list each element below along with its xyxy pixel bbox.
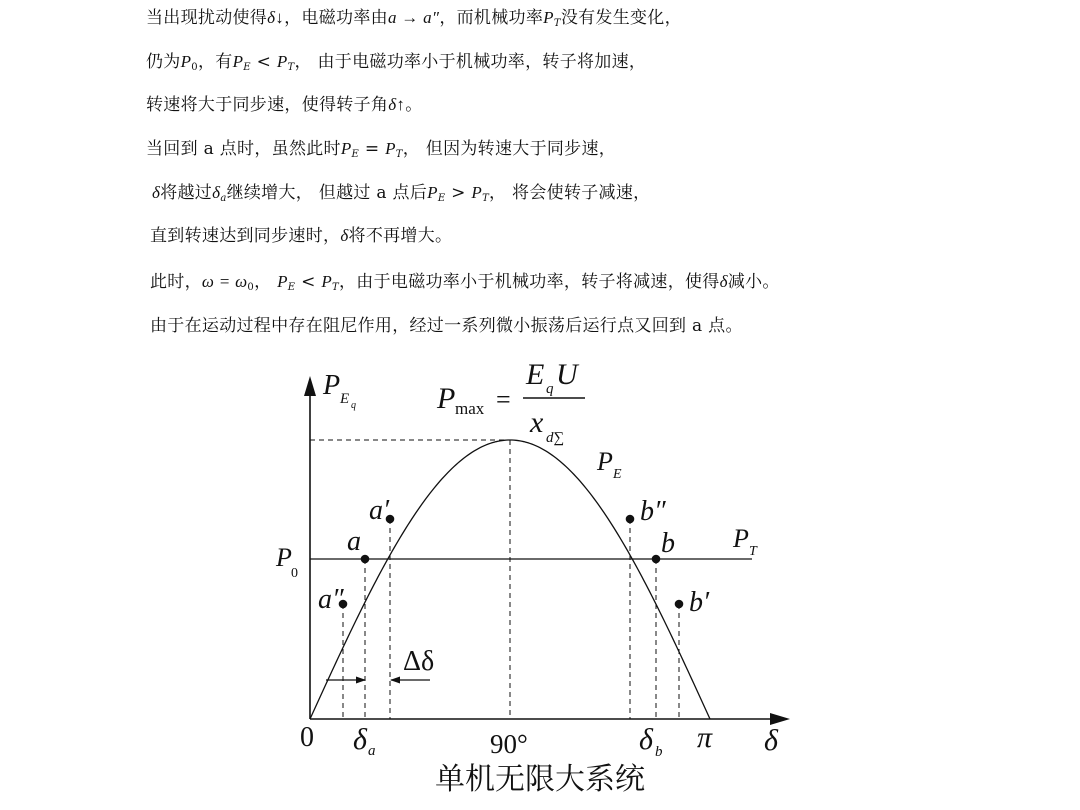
x-tick-delta-b: δ (639, 723, 653, 756)
t7g: < (295, 272, 322, 292)
t5c: δ (212, 183, 221, 202)
t6b: δ (340, 226, 349, 245)
t6a: 直到转速达到同步速时， (150, 226, 341, 246)
t1d: a → a″ (387, 8, 440, 27)
diagram-caption: 单机无限大系统 (435, 762, 645, 797)
t5g: E (437, 193, 446, 204)
t5h: > (445, 183, 472, 203)
point-a (361, 555, 370, 564)
t7i: T (332, 282, 339, 293)
t7c: 0 (247, 282, 255, 293)
t4f: T (395, 149, 403, 160)
t5b: 将越过 (160, 183, 213, 203)
t7b: ω = ω (201, 272, 248, 291)
point-b (652, 555, 661, 564)
t5i: P (471, 183, 483, 202)
pmax-num-sub: q (546, 381, 554, 397)
t4a: 当回到 a 点时，虽然此时 (146, 139, 341, 159)
t1h: 没有发生变化， (560, 8, 682, 28)
x-tick-delta-b-sub: b (655, 744, 663, 760)
point-b-prime (675, 600, 684, 609)
t2a: 仍为 (146, 52, 181, 72)
y-axis-label-sub: E (340, 391, 350, 407)
t5f: P (427, 183, 438, 202)
label-b-prime: b′ (689, 587, 710, 618)
t4d: = (359, 139, 386, 159)
t6c: 将不再增大。 (348, 226, 453, 246)
t7k: δ (719, 272, 728, 291)
t2j: ， 由于电磁功率小于机械功率，转子将加速， (294, 52, 647, 72)
y-axis-arrow (304, 376, 316, 396)
label-a-prime: a′ (369, 495, 390, 526)
x-axis-label-delta: δ (764, 724, 778, 757)
t1e: ，而机械功率 (439, 8, 544, 28)
pmax-num: E (526, 358, 545, 391)
t7l: 减小。 (727, 272, 780, 292)
pmax-den-sub: d∑ (546, 430, 565, 446)
x-tick-zero: 0 (300, 722, 314, 753)
t1g: T (553, 18, 561, 29)
t4g: ， 但因为转速大于同步速， (402, 139, 617, 159)
delta-delta-label: Δδ (403, 646, 435, 677)
p0-label-sub: 0 (291, 566, 298, 581)
t2i: T (287, 62, 295, 73)
t4c: E (351, 149, 360, 160)
x-tick-pi: π (697, 721, 713, 754)
label-a: a (347, 526, 361, 557)
t5k: ， 将会使转子减速， (489, 183, 651, 203)
t3c: 。 (405, 95, 423, 115)
t1c: ，电磁功率由 (284, 8, 388, 28)
t8a: 由于在运动过程中存在阻尼作用，经过一系列微小振荡后运行点又回到 a 点。 (150, 316, 743, 336)
t2e: P (232, 52, 244, 71)
t7a: 此时， (150, 272, 202, 292)
t7d: ， (254, 272, 278, 292)
t4e: P (385, 139, 396, 158)
x-tick-delta-a: δ (353, 723, 367, 756)
label-a-dprime: a″ (318, 584, 344, 615)
t5j: T (482, 193, 490, 204)
t2d: ，有 (197, 52, 233, 72)
pe-label: P (597, 447, 613, 476)
label-b: b (661, 528, 675, 559)
p0-label: P (276, 543, 292, 572)
label-b-dprime: b″ (640, 496, 666, 527)
t2h: P (276, 52, 288, 71)
pmax-lhs-sub: max (455, 399, 485, 418)
pt-label: P (733, 524, 749, 553)
y-axis-label-subsub: q (351, 400, 356, 411)
t1b: δ↓ (267, 8, 285, 27)
t5e: 继续增大， 但越过 a 点后 (226, 183, 428, 203)
t2g: < (250, 52, 277, 72)
pmax-lhs: P (437, 382, 456, 415)
t5a: δ (152, 183, 161, 202)
t7e: P (277, 272, 288, 291)
t2c: 0 (191, 62, 198, 73)
point-b-dprime (626, 515, 635, 524)
pmax-den: x (530, 406, 544, 439)
t7h: P (321, 272, 333, 291)
t3b: δ↑ (388, 95, 406, 114)
pt-label-sub: T (749, 544, 757, 559)
y-axis-label: P (323, 370, 341, 401)
t5d: a (220, 193, 227, 204)
t7f: E (287, 282, 296, 293)
t7j: ，由于电磁功率小于机械功率，转子将减速，使得 (339, 272, 720, 292)
x-tick-90: 90° (490, 729, 528, 759)
t1f: P (543, 8, 554, 27)
pmax-num-tail: U (556, 358, 578, 391)
t2b: P (180, 52, 192, 71)
t4b: P (340, 139, 352, 158)
t2f: E (243, 62, 251, 73)
pmax-eq: = (496, 385, 511, 414)
pe-label-sub: E (613, 467, 622, 482)
x-tick-delta-a-sub: a (368, 743, 376, 759)
t1a: 当出现扰动使得 (146, 8, 268, 28)
t3a: 转速将大于同步速，使得转子角 (146, 95, 389, 115)
